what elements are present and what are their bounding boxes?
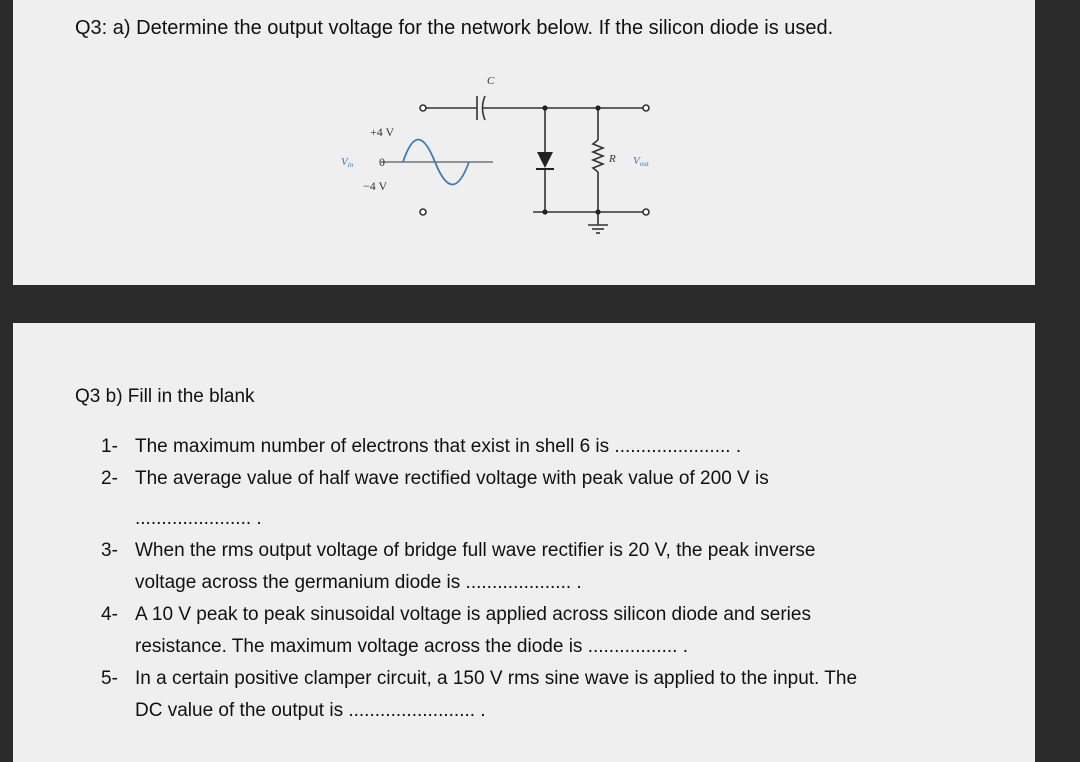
output-terminal-bottom — [643, 209, 649, 215]
capacitor-label: C — [487, 75, 495, 87]
item-text: In a certain positive clamper circuit, a 150 V rms sine wave is applied to the input. The — [135, 668, 858, 689]
list-item — [101, 535, 1001, 599]
item-continuation: voltage across the germanium diode is .................... . — [135, 572, 582, 593]
clamper-circuit-diagram — [313, 70, 693, 245]
item-text: The maximum number of electrons that exist in shell 6 is ...................... . — [135, 436, 742, 457]
item-number: 2- — [101, 468, 118, 489]
list-item — [101, 431, 1001, 463]
question-b-panel — [13, 323, 1035, 762]
positive-peak-label: +4 V — [370, 125, 395, 139]
item-continuation: DC value of the output is ........................ . — [135, 700, 486, 721]
item-number: 3- — [101, 540, 118, 561]
diode-symbol — [537, 152, 553, 168]
input-terminal-top — [420, 105, 426, 111]
item-continuation: resistance. The maximum voltage across the diode is ................. . — [135, 636, 688, 657]
zero-label: 0 — [379, 155, 385, 169]
item-text: When the rms output voltage of bridge full wave rectifier is 20 V, the peak inverse — [135, 540, 816, 561]
list-item — [101, 599, 1001, 663]
list-item — [101, 663, 1001, 727]
list-item — [101, 463, 1001, 495]
output-terminal-top — [643, 105, 649, 111]
item-continuation: ...................... . — [135, 508, 262, 529]
item-text: The average value of half wave rectified voltage with peak value of 200 V is — [135, 468, 769, 489]
item-number: 4- — [101, 604, 118, 625]
resistor-label: R — [609, 153, 616, 165]
question-b-title: Q3 b) Fill in the blank — [75, 386, 255, 407]
vin-label: Vin — [341, 156, 354, 169]
question-a-panel — [13, 0, 1035, 285]
item-text: A 10 V peak to peak sinusoidal voltage is applied across silicon diode and series — [135, 604, 811, 625]
item-number: 1- — [101, 436, 118, 457]
resistor — [593, 140, 603, 172]
item-number: 5- — [101, 668, 118, 689]
question-a-text: Q3: a) Determine the output voltage for the network below. If the silicon diode is used. — [75, 17, 834, 39]
vout-label: Vout — [633, 155, 649, 168]
fill-in-list — [101, 431, 1001, 727]
input-terminal-bottom — [420, 209, 426, 215]
negative-peak-label: −4 V — [363, 179, 388, 193]
